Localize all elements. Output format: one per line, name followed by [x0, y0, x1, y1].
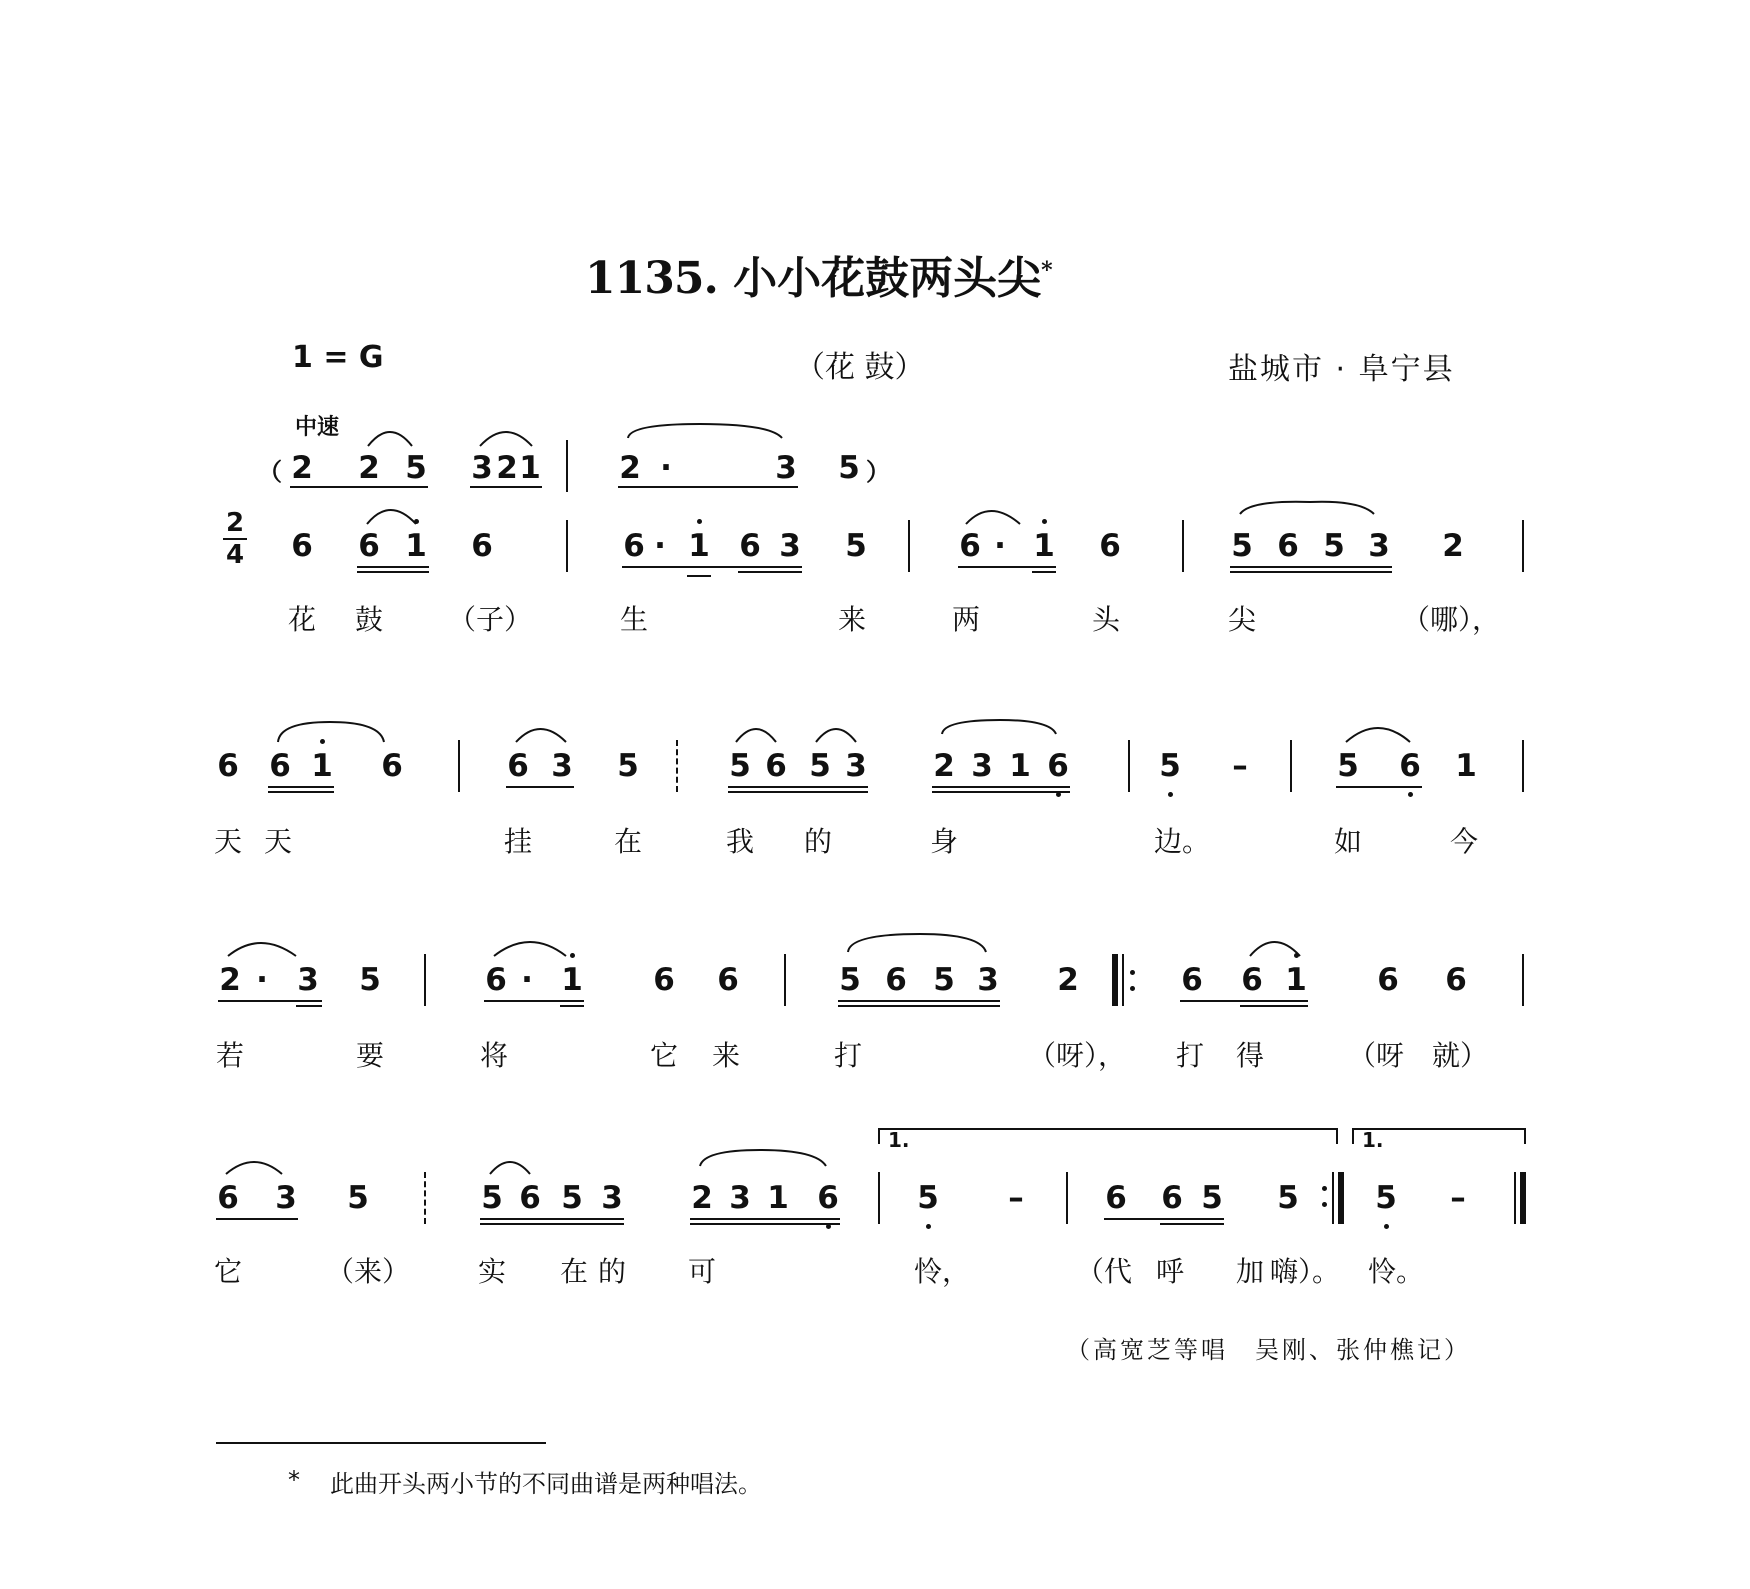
note: 5 — [347, 1180, 369, 1216]
note: – — [1450, 1180, 1466, 1216]
lyric: （子） — [448, 603, 533, 636]
note: 1 — [1285, 962, 1307, 998]
note: 5 — [838, 450, 860, 486]
lyric: 挂 — [504, 825, 533, 858]
lyric: 就） — [1432, 1039, 1489, 1072]
note: 1 — [405, 528, 427, 564]
note: 2 — [619, 450, 641, 486]
note: 1 — [561, 962, 583, 998]
note: 6 — [1099, 528, 1121, 564]
slur — [494, 942, 566, 956]
slur — [1240, 502, 1374, 514]
slur — [368, 432, 412, 446]
slur — [367, 510, 416, 524]
note: · — [660, 450, 672, 486]
note: 3 — [551, 748, 573, 784]
note: 6 — [1377, 962, 1399, 998]
note: 6 — [217, 1180, 239, 1216]
note: 3 — [297, 962, 319, 998]
slur — [966, 511, 1020, 524]
slur — [816, 729, 856, 742]
note: 6 — [653, 962, 675, 998]
note: 5 — [1201, 1180, 1223, 1216]
note: 3 — [775, 450, 797, 486]
slur — [736, 729, 776, 742]
second-ending-number: 1. — [1362, 1128, 1384, 1152]
tempo-marking: 中速 — [295, 415, 340, 440]
note: 6 — [1241, 962, 1263, 998]
slur — [1346, 728, 1410, 742]
lyric: 边。 — [1154, 825, 1211, 858]
lyric: （呀 — [1348, 1039, 1405, 1072]
lyric: 要 — [356, 1039, 385, 1072]
note: 6 — [717, 962, 739, 998]
key-signature: 1 = G — [292, 340, 384, 375]
note: · — [256, 962, 268, 998]
lyric: 的 — [598, 1255, 627, 1288]
slur — [278, 722, 384, 742]
note: 5 — [1337, 748, 1359, 784]
lyric: 鼓 — [355, 603, 384, 636]
note: · — [521, 962, 533, 998]
note: 2 — [933, 748, 955, 784]
note: 6 — [269, 748, 291, 784]
note: · — [654, 528, 666, 564]
note: 3 — [845, 748, 867, 784]
lyric: 来 — [712, 1039, 741, 1072]
lyric: 来 — [838, 603, 867, 636]
note: 5 — [617, 748, 639, 784]
footnote-mark: * — [288, 1466, 300, 1494]
note: 5 — [729, 748, 751, 784]
note: – — [1008, 1180, 1024, 1216]
note: 3 — [779, 528, 801, 564]
slur — [1250, 942, 1300, 956]
lyric: 在 — [560, 1255, 589, 1288]
note: 5 — [1277, 1180, 1299, 1216]
slur — [480, 432, 532, 446]
note: 6 — [959, 528, 981, 564]
lyric: 尖 — [1228, 603, 1257, 636]
note: 5 — [809, 748, 831, 784]
lyric: 加 — [1236, 1255, 1265, 1288]
note: 5 — [1231, 528, 1253, 564]
note: · — [994, 528, 1006, 564]
lyric: 它 — [214, 1255, 243, 1288]
slur — [700, 1150, 826, 1166]
note: 3 — [971, 748, 993, 784]
note: – — [1232, 748, 1248, 784]
note: 6 — [381, 748, 403, 784]
lyric: 生 — [620, 603, 649, 636]
note: 6 — [1047, 748, 1069, 784]
note: 2 — [496, 450, 518, 486]
title-footnote-mark: * — [1041, 257, 1053, 284]
note: 2 — [219, 962, 241, 998]
note: 2 — [1442, 528, 1464, 564]
time-signature-bottom: 4 — [225, 540, 245, 570]
note: 5 — [845, 528, 867, 564]
note: 1 — [519, 450, 541, 486]
lyric: 天 — [264, 825, 293, 858]
note: 6 — [507, 748, 529, 784]
lyric: 呼 — [1156, 1255, 1185, 1288]
note: 6 — [358, 528, 380, 564]
note: 6 — [291, 528, 313, 564]
note: 3 — [729, 1180, 751, 1216]
slur — [516, 729, 566, 742]
note: 1 — [1033, 528, 1055, 564]
note: 6 — [217, 748, 239, 784]
note: 1 — [1455, 748, 1477, 784]
lyric: 在 — [614, 825, 643, 858]
lyric: 实 — [478, 1255, 507, 1288]
note: 3 — [471, 450, 493, 486]
note: 6 — [1161, 1180, 1183, 1216]
lyric: 怜， — [914, 1255, 971, 1288]
note: 6 — [485, 962, 507, 998]
note: 2 — [291, 450, 313, 486]
note: 2 — [358, 450, 380, 486]
lyric: （来） — [326, 1255, 411, 1288]
note: 6 — [1277, 528, 1299, 564]
lyric: （呀）， — [1028, 1039, 1127, 1072]
lyric: 如 — [1334, 825, 1363, 858]
note: 2 — [691, 1180, 713, 1216]
location-label: 盐城市 · 阜宁县 — [1228, 352, 1455, 387]
note: 5 — [1375, 1180, 1397, 1216]
note: 5 — [359, 962, 381, 998]
lyric: 打 — [1176, 1039, 1205, 1072]
footnote-text: 此曲开头两小节的不同曲谱是两种唱法。 — [330, 1470, 762, 1498]
lyric: 将 — [480, 1039, 509, 1072]
lyric: 花 — [288, 603, 317, 636]
lyric: 若 — [216, 1039, 245, 1072]
lyric: 今 — [1450, 825, 1479, 858]
note: 1 — [1009, 748, 1031, 784]
lyric: 天 — [214, 825, 243, 858]
note: 6 — [739, 528, 761, 564]
song-name: 小小花鼓两头尖 — [733, 253, 1042, 304]
note: 5 — [1323, 528, 1345, 564]
lyric: 打 — [834, 1039, 863, 1072]
note: 6 — [623, 528, 645, 564]
note: 6 — [519, 1180, 541, 1216]
lyric: 嗨）。 — [1270, 1255, 1341, 1288]
lyric: 的 — [804, 825, 833, 858]
slur — [848, 934, 986, 952]
lyric: （哪）， — [1402, 603, 1501, 636]
note: 1 — [311, 748, 333, 784]
note: 3 — [977, 962, 999, 998]
note: 6 — [1181, 962, 1203, 998]
first-ending-number: 1. — [888, 1128, 910, 1152]
lyric: 头 — [1092, 603, 1121, 636]
slur — [226, 1162, 282, 1174]
lyric: 我 — [726, 825, 755, 858]
slur — [228, 943, 296, 956]
note: 2 — [1057, 962, 1079, 998]
lyric: 怜。 — [1368, 1255, 1425, 1288]
note: 3 — [1368, 528, 1390, 564]
time-signature-top: 2 — [225, 508, 245, 538]
note: 5 — [405, 450, 427, 486]
note: 6 — [1445, 962, 1467, 998]
lyric: （代 — [1076, 1255, 1133, 1288]
genre-label: （花 鼓） — [795, 350, 925, 385]
note: 6 — [817, 1180, 839, 1216]
note: 6 — [1105, 1180, 1127, 1216]
note: 6 — [765, 748, 787, 784]
note: 5 — [917, 1180, 939, 1216]
note: 1 — [688, 528, 710, 564]
performer-credit: （高宽芝等唱 吴刚、张仲樵记） — [1066, 1336, 1471, 1364]
intro-close-paren: ） — [866, 458, 890, 486]
lyric: 它 — [650, 1039, 679, 1072]
note: 5 — [933, 962, 955, 998]
note: 5 — [481, 1180, 503, 1216]
slur — [942, 720, 1056, 734]
lyric: 可 — [688, 1255, 717, 1288]
note: 3 — [275, 1180, 297, 1216]
note: 6 — [471, 528, 493, 564]
note: 6 — [1399, 748, 1421, 784]
note: 1 — [767, 1180, 789, 1216]
note: 3 — [601, 1180, 623, 1216]
slur — [628, 424, 782, 438]
note: 5 — [839, 962, 861, 998]
intro-open-paren: （ — [258, 458, 282, 486]
song-number: 1135. — [585, 253, 718, 304]
lyric: 身 — [930, 825, 959, 858]
note: 5 — [1159, 748, 1181, 784]
lyric: 两 — [952, 603, 981, 636]
note: 6 — [885, 962, 907, 998]
note: 5 — [561, 1180, 583, 1216]
slur — [490, 1162, 530, 1174]
lyric: 得 — [1236, 1039, 1265, 1072]
